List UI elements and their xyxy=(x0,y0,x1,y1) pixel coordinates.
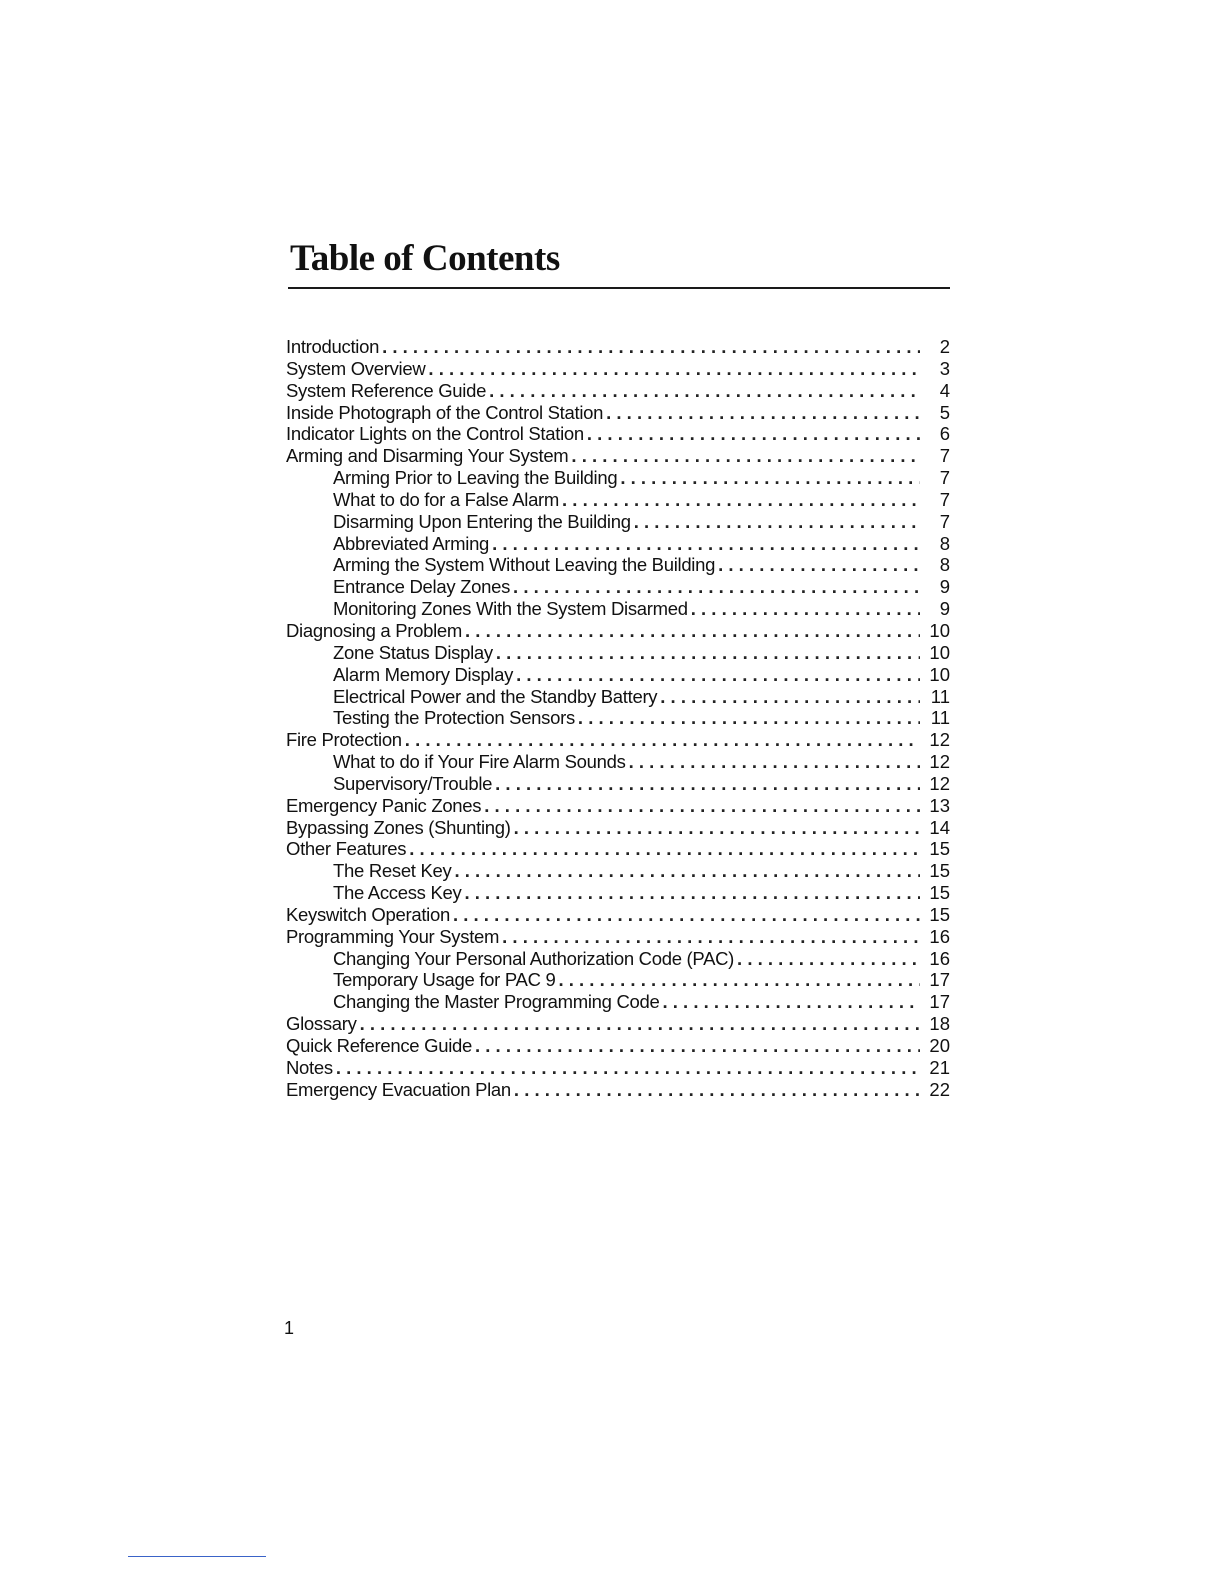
toc-entry-page: 9 xyxy=(939,576,950,598)
toc-entry-page: 5 xyxy=(939,401,950,423)
dot-leader xyxy=(578,707,920,729)
toc-entry-label: Arming Prior to Leaving the Building xyxy=(333,467,618,489)
toc-entry-label: Supervisory/Trouble xyxy=(333,772,493,794)
dot-leader xyxy=(502,926,920,948)
toc-entry-page: 7 xyxy=(939,488,950,510)
toc-subentry[interactable] xyxy=(286,489,950,511)
toc-entry-label: Monitoring Zones With the System Disarmed xyxy=(333,598,688,620)
toc-entry-label: Programming Your System xyxy=(286,925,500,947)
dot-leader xyxy=(629,751,920,773)
toc-entry-label: System Reference Guide xyxy=(286,379,487,401)
dot-leader xyxy=(514,1079,920,1101)
toc-subentry[interactable] xyxy=(286,686,950,708)
dot-leader xyxy=(571,445,920,467)
toc-entry-label: Changing Your Personal Authorization Code (PAC) xyxy=(333,947,735,969)
toc-entry-label: Temporary Usage for PAC 9 xyxy=(333,969,556,991)
toc-subentry[interactable] xyxy=(286,948,950,970)
toc-entry-page: 8 xyxy=(939,554,950,576)
dot-leader xyxy=(489,380,920,402)
toc-entry-label: Inside Photograph of the Control Station xyxy=(286,401,604,423)
dot-leader xyxy=(336,1057,920,1079)
toc-entry[interactable] xyxy=(286,402,950,424)
dot-leader xyxy=(405,729,920,751)
toc-entry-page: 11 xyxy=(930,707,950,729)
toc-entry-label: Changing the Master Programming Code xyxy=(333,991,660,1013)
toc-list xyxy=(286,336,950,1101)
toc-subentry[interactable] xyxy=(286,642,950,664)
toc-entry[interactable] xyxy=(286,1057,950,1079)
dot-leader xyxy=(428,358,920,380)
dot-leader xyxy=(606,402,920,424)
dot-leader xyxy=(492,533,920,555)
toc-entry-label: Zone Status Display xyxy=(333,641,493,663)
toc-subentry[interactable] xyxy=(286,773,950,795)
dot-leader xyxy=(562,489,920,511)
toc-entry[interactable] xyxy=(286,1035,950,1057)
toc-subentry[interactable] xyxy=(286,751,950,773)
toc-entry-page: 7 xyxy=(939,445,950,467)
dot-leader xyxy=(587,423,920,445)
toc-entry-page: 13 xyxy=(929,794,950,816)
toc-entry-page: 20 xyxy=(929,1035,950,1056)
toc-subentry[interactable] xyxy=(286,511,950,533)
toc-entry-label: Other Features xyxy=(286,838,407,860)
toc-entry-label: What to do for a False Alarm xyxy=(333,488,560,510)
page-number: 1 xyxy=(284,1318,295,1338)
toc-entry-page: 15 xyxy=(929,838,950,860)
toc-entry-label: Introduction xyxy=(286,336,380,357)
dot-leader xyxy=(513,576,920,598)
toc-entry-page: 8 xyxy=(939,532,950,554)
toc-subentry[interactable] xyxy=(286,576,950,598)
dot-leader xyxy=(516,664,920,686)
toc-entry[interactable] xyxy=(286,1079,950,1101)
toc-entry[interactable] xyxy=(286,926,950,948)
bottom-edge-line xyxy=(128,1556,266,1557)
toc-entry[interactable] xyxy=(286,336,950,358)
toc-entry-page: 15 xyxy=(929,860,950,882)
toc-entry-page: 15 xyxy=(929,882,950,904)
toc-subentry[interactable] xyxy=(286,860,950,882)
dot-leader xyxy=(382,336,920,358)
dot-leader xyxy=(409,838,920,860)
dot-leader xyxy=(453,904,920,926)
toc-entry-page: 7 xyxy=(939,510,950,532)
toc-entry-label: Diagnosing a Problem xyxy=(286,619,463,641)
dot-leader xyxy=(620,467,920,489)
toc-entry-page: 16 xyxy=(929,925,950,947)
toc-entry[interactable] xyxy=(286,445,950,467)
toc-entry-page: 17 xyxy=(929,969,950,991)
toc-entry[interactable] xyxy=(286,358,950,380)
toc-entry-label: Abbreviated Arming xyxy=(333,532,490,554)
dot-leader xyxy=(737,948,920,970)
toc-entry-page: 12 xyxy=(929,751,950,773)
toc-subentry[interactable] xyxy=(286,882,950,904)
toc-entry-label: Disarming Upon Entering the Building xyxy=(333,510,631,532)
dot-leader xyxy=(495,773,920,795)
toc-entry-page: 17 xyxy=(929,991,950,1013)
page-title: Table of Contents xyxy=(290,238,560,279)
toc-entry-label: The Reset Key xyxy=(333,860,452,882)
dot-leader xyxy=(465,620,920,642)
dot-leader xyxy=(360,1013,920,1035)
toc-entry[interactable] xyxy=(286,423,950,445)
toc-entry-label: Glossary xyxy=(286,1013,357,1035)
toc-entry-page: 21 xyxy=(929,1056,950,1078)
toc-entry-page: 9 xyxy=(939,598,950,620)
toc-entry-page: 12 xyxy=(929,729,950,751)
dot-leader xyxy=(662,991,920,1013)
toc-entry-label: Bypassing Zones (Shunting) xyxy=(286,816,511,838)
toc-entry-page: 7 xyxy=(939,467,950,489)
dot-leader xyxy=(454,860,920,882)
toc-entry-label: Quick Reference Guide xyxy=(286,1035,472,1056)
toc-entry-page: 22 xyxy=(929,1078,950,1100)
toc-entry[interactable] xyxy=(286,838,950,860)
toc-entry[interactable] xyxy=(286,817,950,839)
toc-entry-label: Notes xyxy=(286,1056,333,1078)
toc-entry-page: 14 xyxy=(929,816,950,838)
toc-subentry[interactable] xyxy=(286,969,950,991)
toc-entry-label: What to do if Your Fire Alarm Sounds xyxy=(333,751,626,773)
toc-entry-page: 16 xyxy=(929,947,950,969)
toc-subentry[interactable] xyxy=(286,533,950,555)
toc-subentry[interactable] xyxy=(286,707,950,729)
toc-entry[interactable] xyxy=(286,380,950,402)
dot-leader xyxy=(691,598,920,620)
toc-subentry[interactable] xyxy=(286,467,950,489)
toc-entry[interactable] xyxy=(286,1013,950,1035)
toc-entry-page: 10 xyxy=(929,663,950,685)
toc-entry-page: 6 xyxy=(939,423,950,445)
toc-entry-page: 10 xyxy=(929,619,950,641)
toc-subentry[interactable] xyxy=(286,598,950,620)
dot-leader xyxy=(514,817,920,839)
toc-entry-page: 4 xyxy=(939,379,950,401)
dot-leader xyxy=(475,1035,920,1057)
dot-leader xyxy=(558,969,920,991)
dot-leader xyxy=(634,511,920,533)
toc-entry-label: Fire Protection xyxy=(286,729,402,751)
toc-entry-label: Testing the Protection Sensors xyxy=(333,707,575,729)
toc-entry[interactable] xyxy=(286,729,950,751)
toc-entry-page: 15 xyxy=(929,903,950,925)
toc-subentry[interactable] xyxy=(286,664,950,686)
toc-entry-label: Indicator Lights on the Control Station xyxy=(286,423,584,445)
toc-entry-page: 18 xyxy=(929,1013,950,1035)
toc-entry[interactable] xyxy=(286,620,950,642)
toc-subentry[interactable] xyxy=(286,991,950,1013)
dot-leader xyxy=(484,795,920,817)
toc-entry[interactable] xyxy=(286,904,950,926)
dot-leader xyxy=(718,554,920,576)
toc-entry-label: The Access Key xyxy=(333,882,462,904)
toc-entry-label: Arming and Disarming Your System xyxy=(286,445,569,467)
toc-entry-page: 11 xyxy=(930,685,950,707)
toc-entry-label: Arming the System Without Leaving the Building xyxy=(333,554,716,576)
toc-entry-label: Keyswitch Operation xyxy=(286,903,450,925)
toc-entry-label: Emergency Panic Zones xyxy=(286,794,482,816)
toc-entry-label: Alarm Memory Display xyxy=(333,663,514,685)
toc-entry-page: 2 xyxy=(939,336,950,357)
toc-entry-page: 12 xyxy=(929,772,950,794)
dot-leader xyxy=(660,686,920,708)
toc-entry-page: 3 xyxy=(939,357,950,379)
toc-entry-label: System Overview xyxy=(286,357,426,379)
toc-entry-label: Electrical Power and the Standby Battery xyxy=(333,685,658,707)
dot-leader xyxy=(496,642,920,664)
toc-entry-label: Emergency Evacuation Plan xyxy=(286,1078,511,1100)
toc-entry[interactable] xyxy=(286,795,950,817)
toc-subentry[interactable] xyxy=(286,554,950,576)
toc-entry-label: Entrance Delay Zones xyxy=(333,576,511,598)
toc-entry-page: 10 xyxy=(929,641,950,663)
title-divider xyxy=(288,287,950,289)
dot-leader xyxy=(464,882,920,904)
